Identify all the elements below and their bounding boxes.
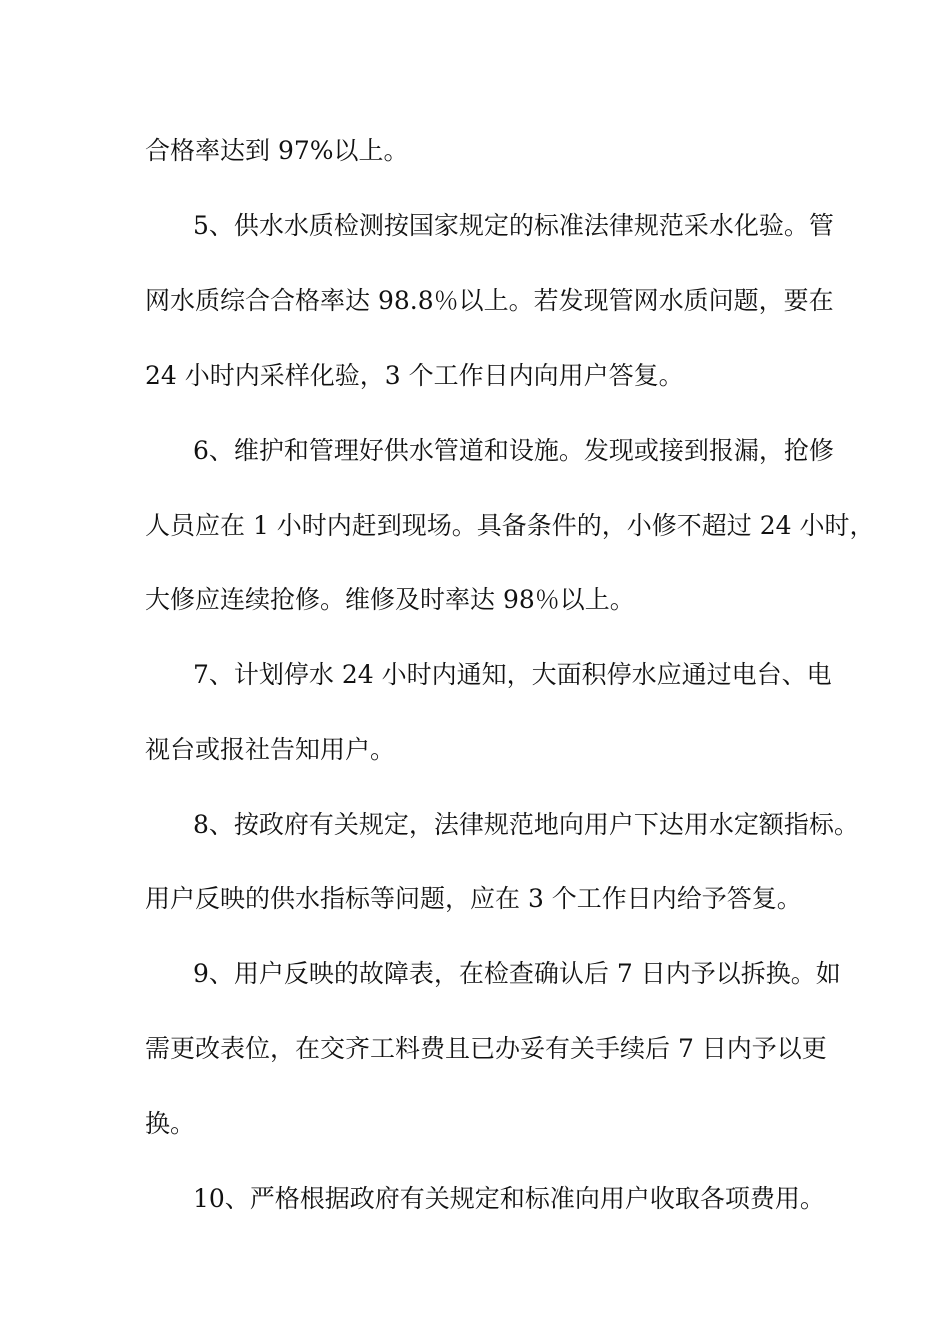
text-line: 视台或报社告知用户。: [145, 735, 396, 764]
text-line: 7、计划停水 24 小时内通知，大面积停水应通过电台、电: [193, 660, 832, 689]
text-line: 换。: [145, 1109, 196, 1138]
text-line: 10、严格根据政府有关规定和标准向用户收取各项费用。: [193, 1184, 825, 1213]
text-line: 用户反映的供水指标等问题，应在 3 个工作日内给予答复。: [145, 884, 802, 913]
text-line: 8、按政府有关规定，法律规范地向用户下达用水定额指标。: [193, 810, 859, 839]
text-line: 合格率达到 97%以上。: [145, 136, 409, 165]
text-line: 需更改表位，在交齐工料费且已办妥有关手续后 7 日内予以更: [145, 1034, 827, 1063]
text-line: 人员应在 1 小时内赶到现场。具备条件的，小修不超过 24 小时，: [145, 511, 875, 540]
text-line: 网水质综合合格率达 98.8％以上。若发现管网水质问题，要在: [145, 286, 834, 315]
text-line: 9、用户反映的故障表，在检查确认后 7 日内予以拆换。如: [193, 959, 841, 988]
text-line: 6、维护和管理好供水管道和设施。发现或接到报漏，抢修: [193, 436, 834, 465]
text-line: 5、供水水质检测按国家规定的标准法律规范采水化验。管: [193, 211, 834, 240]
text-line: 大修应连续抢修。维修及时率达 98％以上。: [145, 585, 635, 614]
text-line: 24 小时内采样化验，3 个工作日内向用户答复。: [145, 361, 684, 390]
